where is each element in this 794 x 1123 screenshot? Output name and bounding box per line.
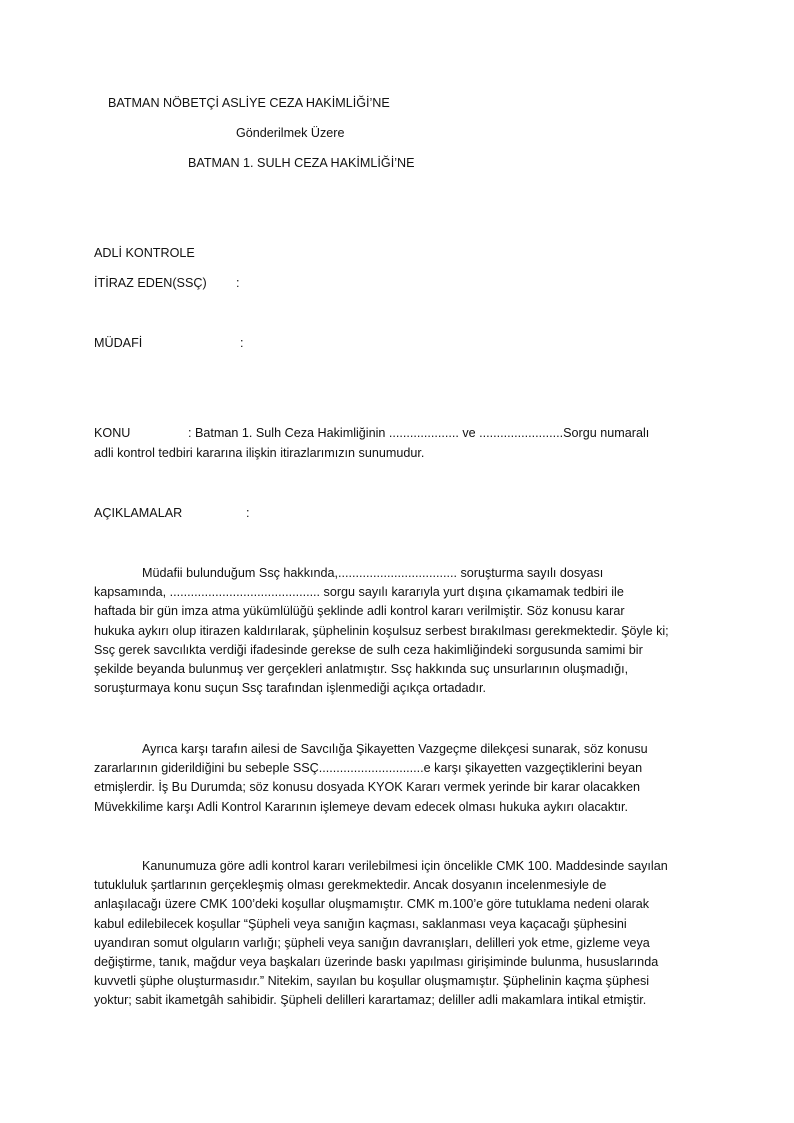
paragraph-line: etmişlerdir. İş Bu Durumda; söz konusu dosyada KYOK Kararı vermek yerinde bir karar olacakken: [94, 780, 640, 795]
objector-colon: :: [236, 276, 240, 290]
paragraph-line: anlaşılacağı üzere CMK 100’deki koşullar oluşmamıştır. CMK m.100’e göre tutuklama nedeni olarak: [94, 897, 650, 912]
court-heading: BATMAN NÖBETÇİ ASLİYE CEZA HAKİMLİĞİ’NE: [108, 96, 390, 110]
paragraph-line: soruşturmaya konu suçun Ssç tarafından işlenmediği açıkça ortadadır.: [94, 681, 487, 696]
paragraph-line: kuvvetli şüphe oluşturmasıdır.” Nitekim, sayılan bu koşullar oluşmamıştır. Şüphelinin kaçma şüphesi: [94, 974, 650, 989]
paragraph-line: uyandıran somut olguların varlığı; şüpheli veya sanığın davranışları, delilleri yok etme, gizleme veya: [94, 935, 650, 950]
paragraph-2: [94, 740, 706, 817]
topic-line-1: : Batman 1. Sulh Ceza Hakimliğinin .................... ve ........................Sorgu numaralı: [188, 426, 650, 440]
explanations-label: AÇIKLAMALAR: [94, 506, 183, 520]
objector-label: İTİRAZ EDEN(SSÇ): [94, 276, 207, 290]
paragraph-line: hukuka aykırı olup itirazen kaldırılarak, şüphelinin koşulsuz serbest bırakılması gerekmektedir. Şöyle ki;: [94, 623, 669, 638]
paragraph-line: yoktur; sabit ikametgâh sahibidir. Şüpheli delilleri karartamaz; deliller adli makamlara intikal etmiştir.: [94, 993, 647, 1008]
paragraph-line: değiştirme, tanık, mağdur veya başkaları üzerinde baskı yapılması girişiminde bulunma, hususlarında: [94, 955, 659, 970]
paragraph-line: Müvekkilime karşı Adli Kontrol Kararının işlemeye devam edecek olması hukuka aykırı olacaktır.: [94, 799, 629, 814]
paragraph-line: kapsamında, ........................................... sorgu sayılı kararıyla yurt dışına çıkamamak tedbiri ile: [94, 585, 624, 600]
paragraph-line: zararlarının giderildiğini bu sebeple SSÇ..............................e karşı şikayetten vazgeçtiklerini beyan: [94, 761, 643, 776]
paragraph-line: Müdafii bulunduğum Ssç hakkında,.................................. soruşturma sayılı dosyası: [142, 566, 604, 580]
paragraph-line: tutukluluk şartlarının gerçekleşmiş olması gerekmektedir. Ancak dosyanın incelenmesiyle de: [94, 878, 607, 893]
topic-line-2: adli kontrol tedbiri kararına ilişkin itirazlarımızın sunumudur.: [94, 446, 425, 460]
recipient-court: BATMAN 1. SULH CEZA HAKİMLİĞİ’NE: [188, 156, 415, 170]
sent-via-label: Gönderilmek Üzere: [236, 126, 345, 140]
paragraph-line: Kanunumuza göre adli kontrol kararı verilebilmesi için öncelikle CMK 100. Maddesinde sayılan: [142, 859, 668, 873]
counsel-label: MÜDAFİ: [94, 336, 143, 350]
paragraph-line: kabul edilebilecek koşullar “Şüpheli veya sanığın kaçması, saklanması veya kaçacağı şüphesini: [94, 916, 627, 931]
paragraph-1: [94, 564, 706, 698]
counsel-colon: :: [240, 336, 244, 350]
paragraph-line: şekilde beyanda bulunmuş ver gerçekleri anlatmıştır. Ssç hakkında suç unsurlarının oluşmadığı,: [94, 662, 629, 677]
paragraph-line: haftada bir gün imza atma yükümlülüğü şeklinde adli kontrol kararı verilmiştir. Söz konusu karar: [94, 604, 625, 619]
explanations-colon: :: [246, 506, 250, 520]
topic-label: KONU: [94, 426, 131, 440]
paragraph-line: Ayrıca karşı tarafın ailesi de Savcılığa Şikayetten Vazgeçme dilekçesi sunarak, söz konusu: [142, 742, 648, 756]
paragraph-line: Ssç gerek savcılıkta verdiği ifadesinde gerekse de sulh ceza hakimliğindeki sorgusunda samimi bir: [94, 642, 643, 657]
subject-heading: ADLİ KONTROLE: [94, 246, 195, 260]
paragraph-3: [94, 857, 706, 1011]
